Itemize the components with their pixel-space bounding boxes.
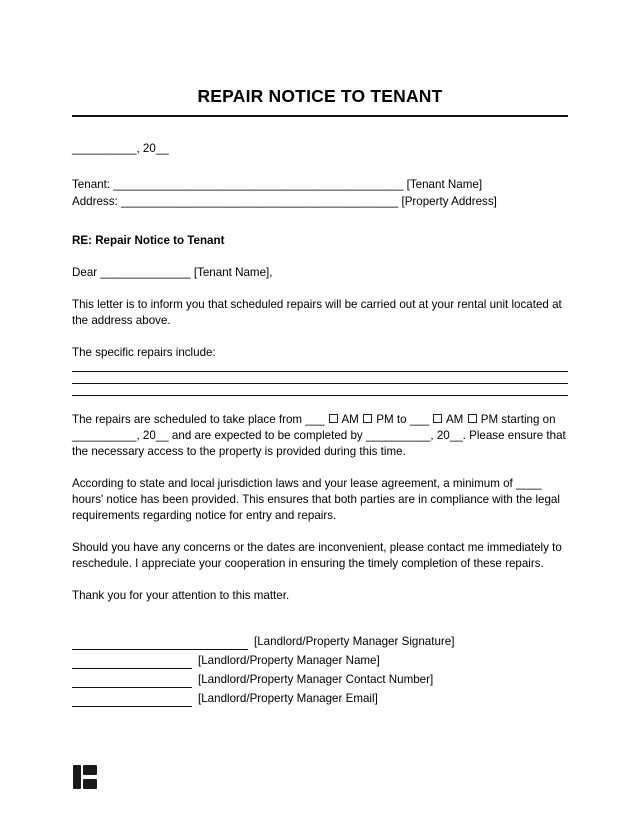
address-label: Address: bbox=[72, 195, 121, 208]
tenant-label: Tenant: bbox=[72, 177, 114, 191]
tenant-fill-rule: _____________________________________________ bbox=[113, 177, 404, 191]
name-tag: [Landlord/Property Manager Name] bbox=[198, 653, 380, 667]
schedule-paragraph bbox=[72, 412, 568, 460]
notice-paragraph: According to state and local jurisdiction laws and your lease agreement, a minimum of ____ hours' notice has been provided. This ensures that both parties are in compliance with the legal requirements regarding notice for entry and repairs. bbox=[72, 476, 560, 522]
repairs-fill-line-1[interactable] bbox=[72, 371, 568, 372]
schedule-text-5: PM starting on __________, 20__ and are expected to be completed by __________, 20__. Please ensure that the necessary access to the property is provided during this time. bbox=[72, 412, 566, 458]
address-tag: [Property Address] bbox=[398, 195, 497, 208]
intro-paragraph: This letter is to inform you that scheduled repairs will be carried out at your rental unit located at the address above. bbox=[72, 297, 562, 327]
address-fill-rule: ___________________________________________ bbox=[120, 195, 399, 208]
signature-row-signature bbox=[72, 634, 568, 650]
signature-row-email bbox=[72, 691, 568, 707]
email-tag: [Landlord/Property Manager Email] bbox=[198, 691, 378, 705]
signature-row-name bbox=[72, 653, 568, 669]
property-address-row bbox=[72, 194, 568, 210]
legal-templates-logo-icon bbox=[72, 764, 98, 790]
schedule-text-2: AM bbox=[338, 412, 363, 426]
title-divider bbox=[72, 115, 568, 117]
concerns-paragraph: Should you have any concerns or the dates are inconvenient, please contact me immediately to reschedule. I appreciate your cooperation in ensuring the timely completion of these repairs. bbox=[72, 540, 562, 570]
signature-row-contact bbox=[72, 672, 568, 688]
tenant-name-row bbox=[72, 177, 568, 193]
repairs-fill-lines bbox=[72, 371, 568, 396]
repairs-fill-line-2[interactable] bbox=[72, 383, 568, 384]
recipient-fields bbox=[72, 177, 568, 210]
schedule-text-1: The repairs are scheduled to take place from ___ bbox=[72, 412, 328, 426]
salutation-line: Dear ______________ [Tenant Name], bbox=[72, 265, 273, 279]
signature-tag: [Landlord/Property Manager Signature] bbox=[254, 634, 455, 648]
signature-fill-rule[interactable] bbox=[72, 638, 248, 650]
am-start-checkbox[interactable] bbox=[329, 414, 338, 423]
email-fill-rule[interactable] bbox=[72, 695, 192, 707]
tenant-tag: [Tenant Name] bbox=[403, 177, 483, 191]
schedule-text-4: AM bbox=[443, 412, 467, 426]
signature-block bbox=[72, 634, 568, 707]
document-body bbox=[72, 86, 568, 710]
pm-end-checkbox[interactable] bbox=[468, 414, 477, 423]
repairs-header: The specific repairs include: bbox=[72, 345, 216, 359]
am-end-checkbox[interactable] bbox=[433, 414, 442, 423]
page-title: REPAIR NOTICE TO TENANT bbox=[197, 86, 443, 106]
contact-fill-rule[interactable] bbox=[72, 676, 192, 688]
schedule-text-3: PM to ___ bbox=[373, 412, 433, 426]
repairs-fill-line-3[interactable] bbox=[72, 395, 568, 396]
pm-start-checkbox[interactable] bbox=[363, 414, 372, 423]
closing-paragraph: Thank you for your attention to this matter. bbox=[72, 588, 290, 602]
contact-tag: [Landlord/Property Manager Contact Number] bbox=[198, 672, 434, 686]
name-fill-rule[interactable] bbox=[72, 657, 192, 669]
date-line: __________, 20__ bbox=[72, 142, 169, 155]
subject-line: RE: Repair Notice to Tenant bbox=[72, 233, 225, 247]
